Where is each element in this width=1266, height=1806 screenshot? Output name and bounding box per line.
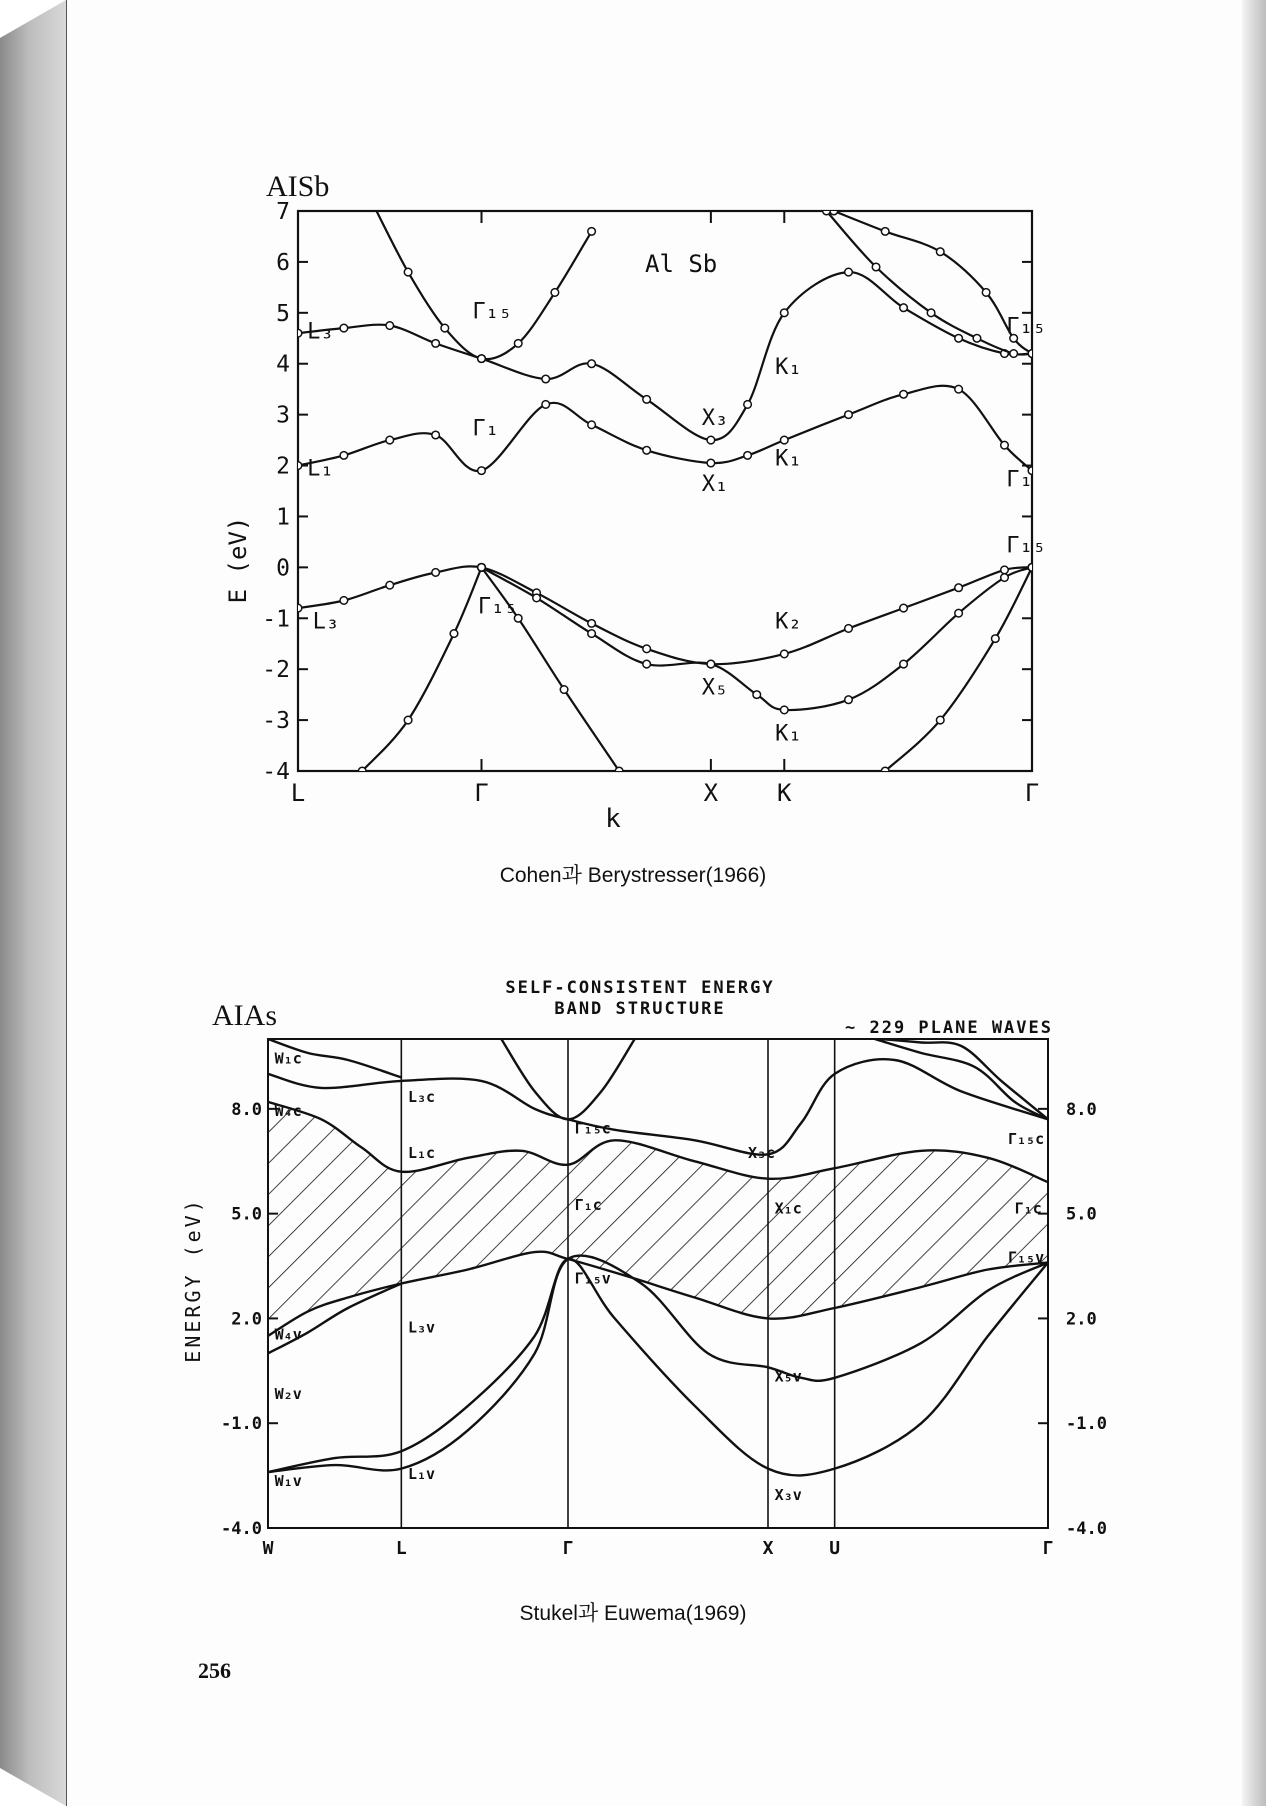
data-point (478, 564, 486, 572)
symmetry-point-label: K₁ (775, 721, 802, 747)
symmetry-point-label: K₂ (775, 609, 802, 635)
data-point (478, 355, 486, 363)
data-point (936, 716, 944, 724)
data-point (294, 604, 302, 612)
band-line (834, 211, 1032, 354)
y-tick-label-left: 8.0 (231, 1099, 262, 1120)
data-point (358, 767, 366, 775)
data-point (450, 630, 458, 638)
y-tick-label-right: 8.0 (1066, 1099, 1097, 1120)
symmetry-point-label: Γ₁₅ (1006, 533, 1047, 559)
symmetry-point-label: X₅v (774, 1367, 802, 1386)
data-point (973, 334, 981, 342)
data-point (845, 411, 853, 419)
data-point (992, 635, 1000, 643)
data-point (533, 594, 541, 602)
band-line (371, 201, 591, 359)
data-point (432, 569, 440, 577)
symmetry-point-label: W₁v (274, 1472, 302, 1491)
symmetry-point-label: W₄v (274, 1325, 302, 1344)
x-tick-label: K (777, 779, 792, 807)
symmetry-point-label: W₂v (274, 1384, 302, 1403)
data-point (955, 334, 963, 342)
y-tick-label-left: -1.0 (221, 1414, 262, 1435)
y-tick-label: -3 (262, 708, 290, 735)
data-point (780, 309, 788, 317)
data-point (1010, 350, 1018, 358)
y-tick-label-right: -1.0 (1066, 1414, 1107, 1435)
x-tick-label: Γ (474, 779, 489, 807)
data-point (432, 340, 440, 348)
y-tick-label: 0 (276, 555, 290, 582)
data-point (780, 706, 788, 714)
symmetry-point-label: X₃v (774, 1486, 802, 1505)
x-tick-label: U (829, 1538, 841, 1559)
data-point (780, 436, 788, 444)
data-point (707, 459, 715, 467)
data-point (368, 197, 376, 205)
inner-label: Al Sb (645, 250, 718, 278)
symmetry-point-label: Γ₁₅c (1008, 1129, 1045, 1148)
data-point (386, 436, 394, 444)
symmetry-point-label: X₃c (748, 1143, 776, 1162)
symmetry-point-label: W₁c (274, 1049, 302, 1068)
symmetry-point-label: Γ₁₅ (477, 594, 518, 620)
y-tick-label-left: 5.0 (231, 1204, 262, 1225)
data-point (744, 452, 752, 460)
data-point (982, 289, 990, 297)
plot-frame (298, 211, 1032, 771)
band-line (362, 567, 481, 771)
data-point (1028, 564, 1036, 572)
data-point (845, 696, 853, 704)
x-tick-label: X (762, 1538, 774, 1559)
symmetry-point-label: Γ₁₅ (472, 298, 513, 324)
data-point (588, 421, 596, 429)
y-tick-label: -1 (262, 606, 290, 633)
data-point (542, 401, 550, 409)
chart-heading-line-2: BAND STRUCTURE (554, 999, 726, 1019)
y-tick-label: 2 (276, 453, 290, 480)
chart-alas (181, 978, 1107, 1559)
x-tick-label: W (262, 1538, 274, 1559)
symmetry-point-label: X₃ (701, 405, 729, 431)
data-point (588, 620, 596, 628)
plane-waves-note: ~ 229 PLANE WAVES (845, 1018, 1053, 1038)
band-line (298, 386, 1032, 471)
data-point (872, 263, 880, 271)
data-point (900, 604, 908, 612)
data-point (514, 340, 522, 348)
caption-1: Cohen과 Berystresser(1966) (499, 864, 767, 887)
chart-heading-line-1: SELF-CONSISTENT ENERGY (505, 978, 775, 998)
y-axis-label: E (eV) (224, 516, 252, 604)
data-point (900, 660, 908, 668)
band-line (298, 566, 1032, 664)
data-point (845, 268, 853, 276)
data-point (404, 268, 412, 276)
x-tick-label: Γ (1024, 779, 1040, 807)
y-tick-label: -2 (262, 657, 290, 684)
x-tick-label: X (703, 779, 719, 807)
data-point (955, 584, 963, 592)
data-point (927, 309, 935, 317)
data-point (588, 360, 596, 368)
symmetry-point-label: L₁v (408, 1465, 436, 1484)
data-point (588, 630, 596, 638)
symmetry-point-label: W₄c (274, 1101, 302, 1120)
symmetry-point-label: Γ₁₅v (1008, 1248, 1045, 1267)
data-point (588, 228, 596, 236)
symmetry-point-label: L₃ (312, 609, 340, 635)
data-point (432, 431, 440, 439)
chart-alsb (224, 170, 1046, 834)
symmetry-point-label: L₁ (307, 456, 334, 482)
data-point (340, 324, 348, 332)
symmetry-point-label: L₃v (408, 1318, 436, 1337)
symmetry-point-label: K₁ (775, 354, 802, 380)
y-tick-label-right: 2.0 (1066, 1309, 1097, 1330)
y-tick-label: 4 (276, 351, 290, 378)
y-tick-label: 6 (276, 249, 290, 276)
data-point (560, 686, 568, 694)
data-point (881, 767, 889, 775)
y-tick-label: -4 (262, 759, 290, 785)
y-tick-label: 3 (276, 402, 290, 429)
data-point (707, 436, 715, 444)
data-point (404, 716, 412, 724)
y-tick-label-right: 5.0 (1066, 1204, 1097, 1225)
symmetry-point-label: Γ₁₅v (574, 1269, 611, 1288)
symmetry-point-label: L₃c (408, 1087, 436, 1106)
band-line (827, 211, 1033, 355)
band-gap-hatched-region (268, 1102, 1048, 1336)
data-point (643, 396, 651, 404)
band-line (268, 1059, 1048, 1154)
data-point (386, 581, 394, 589)
symmetry-point-label: Γ₁₅ (1006, 314, 1047, 340)
data-point (441, 324, 449, 332)
data-point (936, 248, 944, 256)
symmetry-point-label: X₅ (701, 675, 729, 701)
data-point (707, 660, 715, 668)
data-point (643, 446, 651, 454)
symmetry-point-label: Γ₁c (1014, 1199, 1042, 1218)
data-point (1001, 441, 1009, 449)
symmetry-point-label: Γ₁c (574, 1196, 602, 1215)
x-tick-label: Γ (562, 1538, 574, 1559)
data-point (551, 289, 559, 297)
y-tick-label-left: 2.0 (231, 1309, 262, 1330)
data-point (955, 385, 963, 393)
data-point (386, 322, 394, 330)
x-tick-label: Γ (1042, 1538, 1054, 1559)
caption-2: Stukel과 Euwema(1969) (519, 1602, 747, 1625)
symmetry-point-label: L₃ (307, 319, 334, 345)
data-point (643, 660, 651, 668)
data-point (955, 609, 963, 617)
x-axis-label: k (605, 804, 621, 834)
x-tick-label: L (395, 1538, 407, 1559)
page-number: 256 (198, 1658, 231, 1683)
band-line (298, 272, 1032, 440)
data-point (294, 462, 302, 470)
y-tick-label: 7 (276, 199, 290, 225)
data-point (1001, 566, 1009, 574)
y-axis-label: ENERGY (eV) (181, 1197, 205, 1363)
y-tick-label-left: -4.0 (221, 1519, 262, 1539)
band-line (875, 1039, 1048, 1119)
chart-title: AISb (266, 170, 330, 203)
data-point (340, 597, 348, 605)
data-point (900, 304, 908, 312)
symmetry-point-label: Γ₁ (472, 416, 499, 441)
data-point (881, 228, 889, 236)
data-point (294, 329, 302, 337)
data-point (615, 767, 623, 775)
symmetry-point-label: Γ₁₅c (574, 1119, 611, 1138)
band-line (885, 567, 1032, 771)
symmetry-point-label: X₁c (774, 1199, 802, 1218)
data-point (1001, 574, 1009, 582)
data-point (780, 650, 788, 658)
y-tick-label-right: -4.0 (1066, 1519, 1107, 1539)
x-tick-label: L (290, 779, 306, 807)
data-point (1028, 350, 1036, 358)
data-point (845, 625, 853, 633)
data-point (900, 390, 908, 398)
data-point (830, 207, 838, 215)
data-point (478, 467, 486, 475)
symmetry-point-label: X₁ (701, 472, 729, 497)
y-tick-label: 5 (276, 300, 290, 327)
symmetry-point-label: Γ₁ (1006, 466, 1033, 492)
data-point (744, 401, 752, 409)
data-point (823, 207, 831, 215)
symmetry-point-label: K₁ (775, 446, 802, 472)
data-point (753, 691, 761, 699)
y-tick-label: 1 (276, 504, 290, 531)
data-point (643, 645, 651, 653)
symmetry-point-label: L₁c (408, 1143, 436, 1162)
data-point (340, 452, 348, 460)
chart-title: AIAs (212, 999, 277, 1032)
data-point (542, 375, 550, 383)
